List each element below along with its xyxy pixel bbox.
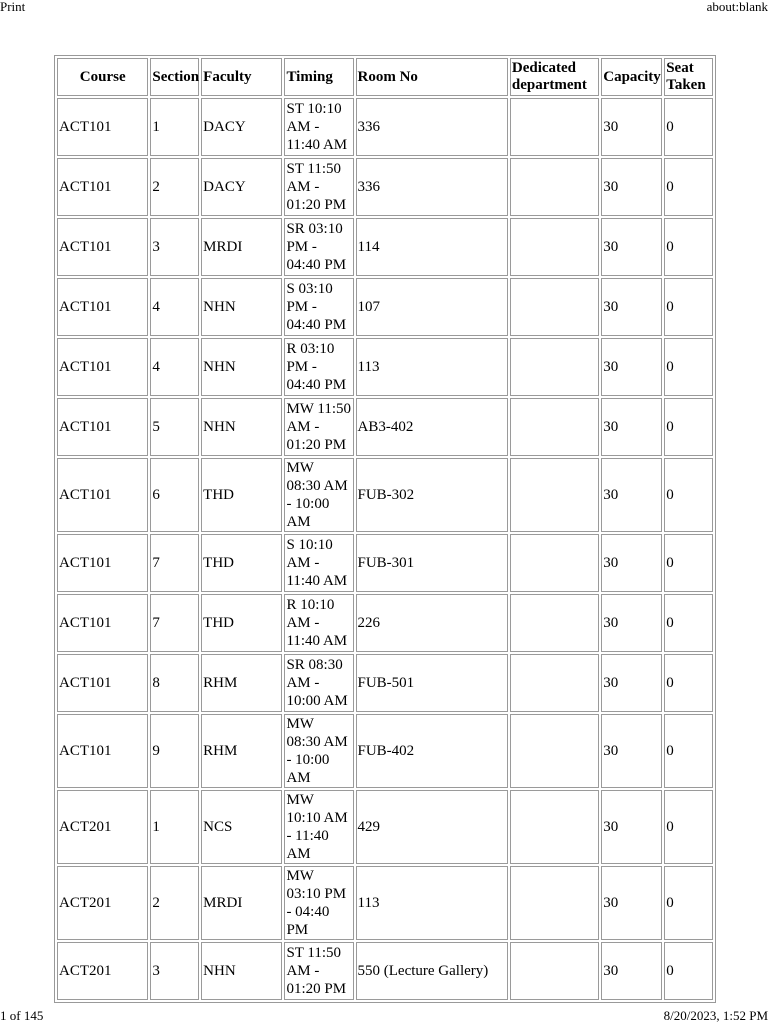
cell-room-no: 113: [356, 338, 508, 396]
cell-dedicated-department: [510, 790, 599, 864]
cell-dedicated-department: [510, 158, 599, 216]
cell-timing: SR 03:10 PM - 04:40 PM: [284, 218, 353, 276]
cell-room-no: 226: [356, 594, 508, 652]
cell-timing: MW 11:50 AM - 01:20 PM: [284, 398, 353, 456]
cell-room-no: FUB-501: [356, 654, 508, 712]
cell-section: 7: [150, 534, 199, 592]
cell-dedicated-department: [510, 278, 599, 336]
cell-seat-taken: 0: [664, 594, 713, 652]
header-capacity: Capacity: [601, 58, 662, 96]
cell-room-no: FUB-402: [356, 714, 508, 788]
cell-faculty: NHN: [201, 942, 282, 1000]
cell-faculty: DACY: [201, 158, 282, 216]
cell-section: 7: [150, 594, 199, 652]
table-row: [57, 458, 713, 532]
cell-course: ACT201: [57, 866, 148, 940]
header-course: Course: [57, 58, 148, 96]
cell-course: ACT101: [57, 714, 148, 788]
cell-capacity: 30: [601, 654, 662, 712]
cell-section: 6: [150, 458, 199, 532]
cell-dedicated-department: [510, 218, 599, 276]
cell-seat-taken: 0: [664, 158, 713, 216]
cell-seat-taken: 0: [664, 278, 713, 336]
cell-timing: ST 11:50 AM - 01:20 PM: [284, 942, 353, 1000]
cell-course: ACT101: [57, 534, 148, 592]
cell-course: ACT101: [57, 458, 148, 532]
cell-capacity: 30: [601, 866, 662, 940]
cell-section: 1: [150, 98, 199, 156]
cell-capacity: 30: [601, 458, 662, 532]
cell-faculty: RHM: [201, 654, 282, 712]
cell-dedicated-department: [510, 338, 599, 396]
cell-course: ACT101: [57, 654, 148, 712]
cell-timing: MW 10:10 AM - 11:40 AM: [284, 790, 353, 864]
cell-faculty: RHM: [201, 714, 282, 788]
cell-course: ACT101: [57, 338, 148, 396]
cell-faculty: MRDI: [201, 218, 282, 276]
cell-capacity: 30: [601, 218, 662, 276]
cell-faculty: NCS: [201, 790, 282, 864]
cell-timing: S 10:10 AM - 11:40 AM: [284, 534, 353, 592]
cell-section: 3: [150, 218, 199, 276]
cell-dedicated-department: [510, 866, 599, 940]
cell-course: ACT201: [57, 790, 148, 864]
cell-timing: R 10:10 AM - 11:40 AM: [284, 594, 353, 652]
cell-course: ACT101: [57, 98, 148, 156]
header-seat-taken: Seat Taken: [664, 58, 713, 96]
cell-faculty: DACY: [201, 98, 282, 156]
cell-faculty: THD: [201, 534, 282, 592]
cell-seat-taken: 0: [664, 98, 713, 156]
cell-capacity: 30: [601, 594, 662, 652]
table-row: [57, 942, 713, 1000]
cell-room-no: 550 (Lecture Gallery): [356, 942, 508, 1000]
print-footer-page-count: 1 of 145: [0, 1008, 44, 1023]
cell-course: ACT101: [57, 278, 148, 336]
cell-room-no: AB3-402: [356, 398, 508, 456]
cell-timing: ST 10:10 AM - 11:40 AM: [284, 98, 353, 156]
cell-section: 3: [150, 942, 199, 1000]
cell-dedicated-department: [510, 98, 599, 156]
cell-section: 8: [150, 654, 199, 712]
cell-dedicated-department: [510, 714, 599, 788]
cell-capacity: 30: [601, 158, 662, 216]
course-schedule-table: [54, 55, 716, 1003]
cell-capacity: 30: [601, 398, 662, 456]
header-room-no: Room No: [356, 58, 508, 96]
cell-timing: R 03:10 PM - 04:40 PM: [284, 338, 353, 396]
cell-seat-taken: 0: [664, 534, 713, 592]
cell-section: 5: [150, 398, 199, 456]
cell-section: 9: [150, 714, 199, 788]
cell-seat-taken: 0: [664, 654, 713, 712]
cell-dedicated-department: [510, 654, 599, 712]
cell-course: ACT101: [57, 158, 148, 216]
table-row: [57, 98, 713, 156]
cell-timing: MW 08:30 AM - 10:00 AM: [284, 458, 353, 532]
cell-room-no: 113: [356, 866, 508, 940]
cell-course: ACT101: [57, 398, 148, 456]
table-row: [57, 866, 713, 940]
cell-seat-taken: 0: [664, 458, 713, 532]
cell-course: ACT101: [57, 594, 148, 652]
cell-course: ACT201: [57, 942, 148, 1000]
cell-capacity: 30: [601, 790, 662, 864]
cell-course: ACT101: [57, 218, 148, 276]
table-row: [57, 534, 713, 592]
cell-section: 4: [150, 338, 199, 396]
print-header-url: about:blank: [706, 0, 768, 14]
cell-faculty: THD: [201, 458, 282, 532]
cell-room-no: 429: [356, 790, 508, 864]
table-row: [57, 790, 713, 864]
table-body: [57, 98, 713, 1000]
cell-dedicated-department: [510, 942, 599, 1000]
cell-capacity: 30: [601, 942, 662, 1000]
cell-seat-taken: 0: [664, 790, 713, 864]
cell-room-no: 336: [356, 158, 508, 216]
cell-section: 4: [150, 278, 199, 336]
cell-dedicated-department: [510, 398, 599, 456]
cell-capacity: 30: [601, 278, 662, 336]
header-section: Section: [150, 58, 199, 96]
cell-section: 2: [150, 158, 199, 216]
cell-faculty: MRDI: [201, 866, 282, 940]
cell-faculty: THD: [201, 594, 282, 652]
cell-faculty: NHN: [201, 338, 282, 396]
cell-room-no: FUB-302: [356, 458, 508, 532]
cell-room-no: 107: [356, 278, 508, 336]
cell-dedicated-department: [510, 594, 599, 652]
cell-timing: S 03:10 PM - 04:40 PM: [284, 278, 353, 336]
header-dedicated-department: Dedicated department: [510, 58, 599, 96]
cell-capacity: 30: [601, 338, 662, 396]
cell-faculty: NHN: [201, 398, 282, 456]
cell-capacity: 30: [601, 98, 662, 156]
cell-seat-taken: 0: [664, 218, 713, 276]
table-row: [57, 398, 713, 456]
cell-dedicated-department: [510, 534, 599, 592]
table-header-row: [57, 58, 713, 96]
cell-seat-taken: 0: [664, 398, 713, 456]
cell-room-no: FUB-301: [356, 534, 508, 592]
print-header-title: Print: [0, 0, 26, 14]
cell-seat-taken: 0: [664, 942, 713, 1000]
cell-timing: SR 08:30 AM - 10:00 AM: [284, 654, 353, 712]
table-row: [57, 278, 713, 336]
table-row: [57, 714, 713, 788]
cell-capacity: 30: [601, 714, 662, 788]
cell-room-no: 336: [356, 98, 508, 156]
table-row: [57, 594, 713, 652]
cell-seat-taken: 0: [664, 866, 713, 940]
print-footer-timestamp: 8/20/2023, 1:52 PM: [663, 1008, 768, 1023]
table-row: [57, 158, 713, 216]
cell-timing: MW 08:30 AM - 10:00 AM: [284, 714, 353, 788]
cell-room-no: 114: [356, 218, 508, 276]
header-faculty: Faculty: [201, 58, 282, 96]
cell-capacity: 30: [601, 534, 662, 592]
cell-dedicated-department: [510, 458, 599, 532]
table-row: [57, 338, 713, 396]
course-schedule-table-wrapper: [54, 55, 716, 997]
cell-section: 1: [150, 790, 199, 864]
header-timing: Timing: [284, 58, 353, 96]
cell-seat-taken: 0: [664, 714, 713, 788]
cell-timing: MW 03:10 PM - 04:40 PM: [284, 866, 353, 940]
table-row: [57, 218, 713, 276]
cell-faculty: NHN: [201, 278, 282, 336]
cell-seat-taken: 0: [664, 338, 713, 396]
table-row: [57, 654, 713, 712]
cell-timing: ST 11:50 AM - 01:20 PM: [284, 158, 353, 216]
cell-section: 2: [150, 866, 199, 940]
